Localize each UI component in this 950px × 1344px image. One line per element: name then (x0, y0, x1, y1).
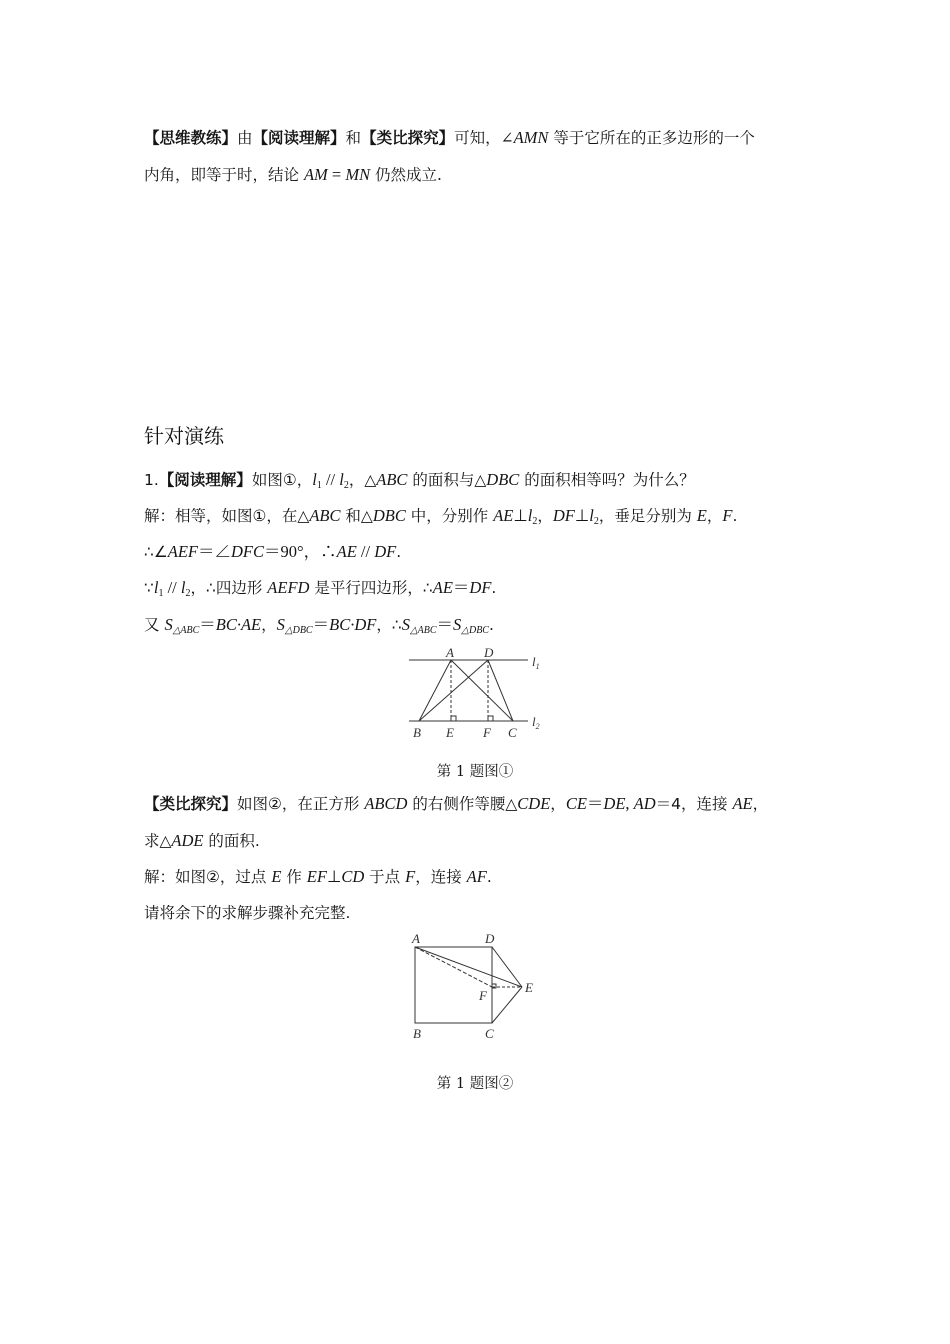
text: ＝ (199, 615, 216, 634)
equals: = (327, 165, 346, 184)
subscript: △ABC (409, 625, 437, 636)
text: ＝ (436, 615, 454, 634)
text: 解：相等，如图①，在△ (144, 507, 310, 525)
solution-line-2 (144, 541, 401, 563)
text: 于点 (364, 868, 406, 886)
subscript: 2 (343, 480, 349, 491)
math: BC·DF (329, 615, 377, 634)
subscript: △DBC (284, 625, 313, 636)
text: 求△ (144, 832, 172, 850)
math: ADE (171, 831, 204, 850)
math: AEFD (267, 578, 310, 597)
text: ， (752, 795, 769, 813)
math: S (276, 615, 285, 634)
perp-symbol: ⊥ (574, 506, 590, 525)
text: ∵ (144, 579, 154, 597)
text: ，连接 (415, 868, 467, 886)
label-d: D (484, 645, 494, 660)
math: AF (466, 867, 487, 886)
solution-line-4 (144, 614, 494, 642)
math: S (164, 615, 173, 634)
text: 可知，∠ (454, 129, 514, 147)
math: E (696, 506, 707, 525)
text: ∴∠ (144, 543, 168, 561)
math: F (722, 506, 733, 525)
text: 又 (144, 616, 165, 634)
analogy-instruction: 请将余下的求解步骤补充完整. (144, 904, 351, 922)
math: ABCD (364, 794, 408, 813)
label-b: B (413, 1026, 421, 1041)
math: BC·AE (215, 615, 262, 634)
math: EF (306, 867, 327, 886)
subscript: 2 (185, 588, 191, 599)
text: . (491, 579, 497, 597)
text: ＝ (586, 794, 604, 813)
math: AEF (167, 542, 199, 561)
math-abc: ABC (376, 470, 408, 489)
text: ， (550, 795, 566, 813)
math-dbc: DBC (486, 470, 520, 489)
analogy-line-1 (144, 793, 768, 815)
text: 解：如图②，过点 (144, 868, 272, 886)
label-f: F (483, 725, 491, 740)
perp-symbol: ⊥ (513, 506, 528, 525)
label-d: D (485, 931, 495, 946)
solution-line-3 (144, 577, 496, 605)
text: 作 (281, 868, 307, 886)
analogy-line-2 (144, 830, 260, 852)
math: E (271, 867, 282, 886)
text: ， (261, 616, 277, 634)
math: ABC (309, 506, 341, 525)
solution-line-1 (144, 505, 737, 533)
label-e: E (446, 725, 454, 740)
text: 的右侧作等腰△ (407, 795, 518, 813)
text: 仍然成立. (370, 166, 442, 184)
math-am: AM (303, 165, 328, 184)
thinking-exercise-line-1 (144, 127, 755, 149)
math: DF (469, 578, 492, 597)
text: 如图②，在正方形 (237, 795, 365, 813)
text: 内角，即等于时，结论 (144, 166, 304, 184)
text: ，垂足分别为 (598, 507, 697, 525)
text: 如图①， (251, 471, 313, 489)
tag-reading: 【阅读理解】 (252, 129, 346, 147)
angle-amn: AMN (513, 128, 549, 147)
math: AE (493, 506, 514, 525)
figure-1-caption: 第 1 题图① (436, 764, 514, 780)
figure-2-diagram (400, 925, 550, 1045)
text: 等于它所在的正多边形的一个 (548, 129, 755, 147)
text: 的面积与△ (407, 471, 487, 489)
subscript: 2 (532, 516, 538, 527)
text: ＝90°，∴ (264, 542, 337, 561)
text: ，∴四边形 (190, 579, 268, 597)
math: DE (603, 794, 626, 813)
text: 和 (345, 129, 362, 147)
text: , (625, 794, 634, 813)
figure-2-caption: 第 1 题图② (436, 1076, 514, 1092)
label-a: A (412, 931, 420, 946)
text: 和△ (340, 507, 373, 525)
math: AE (732, 794, 753, 813)
tag-reading: 【阅读理解】 (158, 471, 252, 489)
math: DBC (372, 506, 406, 525)
text: . (488, 616, 494, 634)
subscript: 1 (316, 480, 322, 491)
problem-number: 1. (144, 471, 159, 489)
math: DF (374, 542, 397, 561)
math: l (153, 578, 159, 597)
math: AD (633, 794, 656, 813)
math: AE (336, 542, 357, 561)
label-e: E (525, 980, 533, 995)
math: F (405, 867, 416, 886)
subscript: 2 (593, 516, 599, 527)
subscript: △ABC (172, 625, 200, 636)
perp-symbol: ⊥ (326, 867, 342, 886)
text: . (486, 868, 492, 886)
text: ，∴ (376, 616, 402, 634)
math-l: l (312, 470, 317, 489)
parallel-symbol: // (321, 470, 340, 489)
square-abcd (415, 947, 492, 1023)
label-c: C (485, 1026, 494, 1041)
text: 的面积相等吗？为什么？ (519, 471, 695, 489)
tag-analogy: 【类比探究】 (361, 129, 455, 147)
text: 是平行四边形，∴ (309, 579, 433, 597)
text: 中，分别作 (405, 507, 494, 525)
math: l (589, 506, 594, 525)
subscript: 1 (158, 588, 164, 599)
text: 由 (237, 129, 253, 147)
math: l (180, 578, 186, 597)
text: ， (706, 507, 723, 525)
math: CDE (517, 794, 551, 813)
label-c: C (508, 725, 517, 740)
math: CE (565, 794, 587, 813)
label-a: A (446, 645, 454, 660)
tag-analogy: 【类比探究】 (144, 795, 238, 813)
math: AE (432, 578, 453, 597)
text: 的面积. (203, 832, 260, 850)
text: . (396, 543, 402, 561)
label-f: F (479, 988, 487, 1003)
tag-thinking-coach: 【思维教练】 (144, 129, 238, 147)
label-l1: $l_1$ (532, 654, 540, 671)
subscript: △DBC (461, 625, 489, 636)
thinking-exercise-line-2 (144, 164, 442, 186)
section-title: 针对演练 (144, 424, 224, 448)
math: DFC (231, 542, 265, 561)
math: DF (552, 506, 575, 525)
math: CD (341, 867, 365, 886)
text: ， (537, 507, 553, 525)
math-mn: MN (345, 165, 371, 184)
text: ，△ (348, 471, 377, 489)
text: ＝ (452, 578, 470, 597)
math-l: l (339, 470, 344, 489)
math: S (401, 615, 410, 634)
text: ＝4，连接 (655, 795, 733, 813)
figure-1-diagram (400, 640, 560, 745)
parallel-symbol: // (356, 542, 375, 561)
label-b: B (413, 725, 421, 740)
analogy-solution (144, 866, 492, 888)
math: S (453, 615, 462, 634)
text: ＝ (312, 615, 330, 634)
text: ＝∠ (198, 542, 232, 561)
problem-1-question (144, 469, 695, 497)
math: l (527, 506, 533, 525)
parallel-symbol: // (163, 578, 181, 597)
label-l2: $l_2$ (532, 714, 540, 731)
text: . (732, 507, 738, 525)
